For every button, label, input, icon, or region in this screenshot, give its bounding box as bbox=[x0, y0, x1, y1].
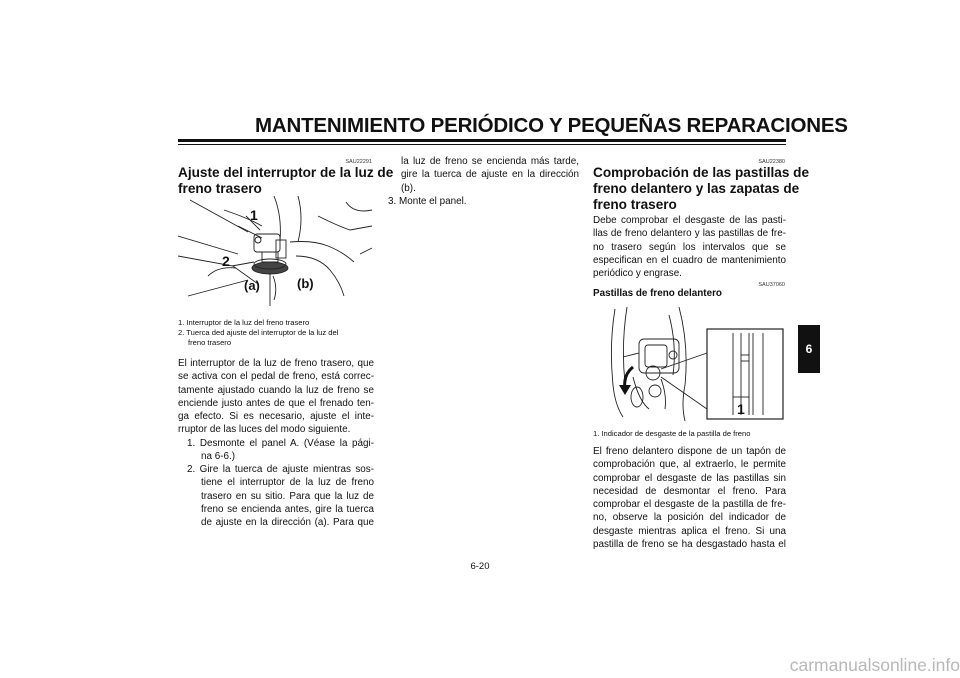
caption-item: 2. Tuerca ded ajuste del interruptor de la luz del bbox=[178, 328, 339, 337]
text-line: de ajuste en la dirección (a). Para que bbox=[201, 517, 374, 529]
title-line: freno trasero bbox=[593, 197, 677, 212]
text-line: comprobar el desgaste de las pastillas sin bbox=[593, 472, 786, 484]
text-line: enciende justo antes de que el frenado ten- bbox=[178, 397, 374, 409]
watermark: carmanualsonline.info bbox=[789, 655, 960, 675]
text-line: 1. Desmonte el panel A. (Véase la pági- bbox=[187, 438, 374, 449]
section-code: SAU22380 bbox=[758, 159, 785, 165]
step-2 bbox=[187, 463, 374, 529]
text-line: gire la tuerca de ajuste en la dirección bbox=[401, 169, 579, 181]
text-line: freno se encienda antes, gire la tuerca bbox=[201, 503, 374, 515]
step-2-continued bbox=[401, 155, 579, 195]
title-line: freno trasero bbox=[178, 181, 262, 196]
paragraph-brake-intro bbox=[593, 214, 786, 280]
text-line: tiene el interruptor de la luz de freno bbox=[201, 477, 374, 489]
text-line: El freno delantero dispone de un tapón de bbox=[593, 446, 786, 457]
text-line: comprobación que, al extraerlo, le permite bbox=[593, 459, 786, 471]
text-line: (b). bbox=[401, 182, 416, 194]
text-line: la luz de freno se encienda más tarde, bbox=[401, 156, 579, 167]
section-code: SAU37060 bbox=[758, 282, 785, 288]
text-line: llas de freno delantero y las pastillas de fre- bbox=[593, 228, 786, 240]
paragraph-front-pads bbox=[593, 445, 786, 551]
step-1 bbox=[187, 437, 374, 464]
caption-item-cont: freno trasero bbox=[188, 338, 232, 347]
text-line: comprobar el desgaste de la pastilla de fre- bbox=[593, 499, 786, 511]
figure-callout-1: 1 bbox=[250, 207, 258, 223]
text-line: 2. Gire la tuerca de ajuste mientras sos- bbox=[187, 464, 374, 475]
brake-pad-figure bbox=[593, 305, 787, 423]
text-line: periódico y engrase. bbox=[593, 268, 682, 280]
title-line: Ajuste del interruptor de la luz de bbox=[178, 165, 394, 180]
page-number: 6-20 bbox=[470, 561, 490, 572]
text-line: se activa con el pedal de freno, está correc- bbox=[178, 371, 374, 383]
section-title-brake-switch bbox=[178, 165, 394, 197]
figure-callout-1: 1 bbox=[737, 401, 745, 417]
figure-callout-2: 2 bbox=[222, 253, 230, 269]
text-line: El interruptor de la luz de freno trasero, que bbox=[178, 358, 374, 369]
figure-caption-left bbox=[178, 318, 378, 348]
text-line: necesidad de desmontar el freno. Para bbox=[593, 485, 786, 497]
subtitle-front-pads: Pastillas de freno delantero bbox=[593, 288, 722, 299]
text-line: tamente ajustado cuando la luz de freno se bbox=[178, 384, 374, 396]
section-title-brake-pads bbox=[593, 165, 810, 213]
text-line: no, observe la posición del indicador de bbox=[593, 512, 786, 524]
header-rule-thick bbox=[178, 139, 786, 142]
text-line: Debe comprobar el desgaste de las pasti- bbox=[593, 215, 786, 226]
chapter-tab: 6 bbox=[798, 325, 820, 373]
figure-caption-right: 1. Indicador de desgaste de la pastilla de freno bbox=[593, 429, 751, 438]
section-code: SAU22291 bbox=[345, 159, 372, 165]
step-3: 3. Monte el panel. bbox=[388, 196, 467, 207]
text-line: especifican en el cuadro de mantenimiento bbox=[593, 254, 786, 266]
text-line: no trasero según los intervalos que se bbox=[593, 241, 786, 253]
page-header-title: MANTENIMIENTO PERIÓDICO Y PEQUEÑAS REPARACIONES bbox=[255, 114, 848, 137]
text-line: desgaste mientras aplica el freno. Si una bbox=[593, 525, 786, 537]
brake-switch-figure bbox=[178, 196, 374, 316]
title-line: Comprobación de las pastillas de bbox=[593, 165, 810, 180]
paragraph-brake-switch bbox=[178, 357, 374, 437]
title-line: freno delantero y las zapatas de bbox=[593, 181, 800, 196]
header-rule-thin bbox=[178, 144, 786, 145]
figure-callout-a: (a) bbox=[244, 278, 260, 293]
text-line: trasero en su sitio. Para que la luz de bbox=[201, 490, 374, 502]
caption-item: 1. Interruptor de la luz del freno trasero bbox=[178, 318, 310, 327]
text-line: pastilla de freno se ha desgastado hasta el bbox=[593, 539, 786, 551]
text-line: na 6-6.) bbox=[201, 451, 236, 463]
text-line: ga efecto. Si es necesario, ajuste el inte- bbox=[178, 411, 374, 423]
figure-callout-b: (b) bbox=[297, 276, 314, 291]
text-line: rruptor de las luces del modo siguiente. bbox=[178, 424, 351, 436]
